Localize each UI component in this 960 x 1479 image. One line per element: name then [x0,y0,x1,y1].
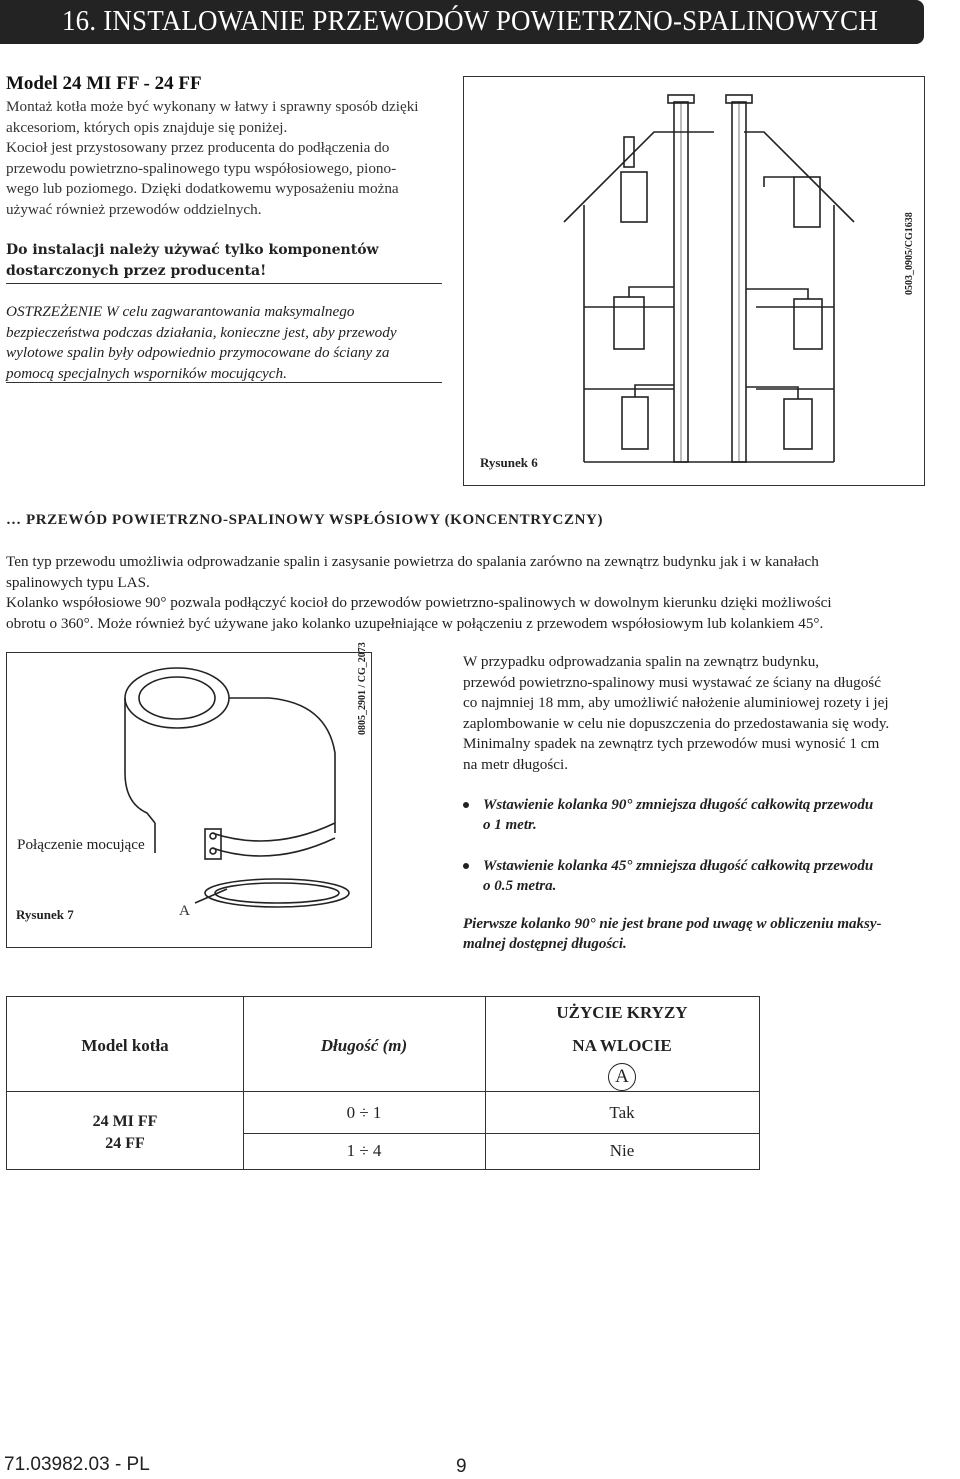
intro-line: przewodu powietrzno-spalinowego typu współosiowego, piono- [6,159,397,177]
bullet-dot [463,802,469,808]
a-symbol: A [608,1063,636,1091]
col-header-orifice-2: NA WLOCIE [572,1036,672,1055]
components-note [6,240,456,281]
intro-line: akcesoriom, których opis znajduje się poniżej. [6,118,288,136]
table-divider [243,1133,759,1134]
figure-7-code: 0805_2901 / CG_2073 [357,642,368,735]
intro-paragraph [6,97,456,220]
intro-line: Montaż kotła może być wykonany w łatwy i sprawny sposób dzięki [6,98,419,115]
model-heading: Model 24 MI FF - 24 FF [6,73,202,94]
boiler-bottom-right [784,399,812,449]
page-number: 9 [456,1456,467,1477]
intro-line: używać również przewodów oddzielnych. [6,200,262,218]
bullet-line: o 0.5 metra. [483,878,557,894]
document-code: 71.03982.03 - PL [4,1454,150,1475]
point-a-label: A [179,902,190,919]
coaxial-line: Kolanko współosiowe 90° pozwala podłączyć kocioł do przewodów powietrzno-spalinowych w dowolnym kierunku dzięki możliwości [6,594,832,611]
clamp-band [212,823,335,841]
outside-line: przewód powietrzno-spalinowy musi wystawać ze ściany na długość [463,673,881,691]
bullet-item [463,856,943,896]
connector-label: Połączenie mocujące [17,836,145,853]
figure-7-label: Rysunek 7 [16,907,74,922]
outside-line: na metr długości. [463,755,569,773]
length-cell: 0 ÷ 1 [346,1103,382,1122]
table-divider [7,1091,759,1092]
roof-left [564,132,714,222]
col-header-model: Model kotła [81,1036,169,1055]
col-header-orifice-symbol [485,1063,759,1091]
bullet-line: o 1 metr. [483,817,537,833]
bullet-dot [463,863,469,869]
warning-line: wylotowe spalin były odpowiednio przymocowane do ściany za [6,344,390,361]
bullet-line: Wstawienie kolanka 45° zmniejsza długość całkowitą przewodu [483,858,874,874]
house-flue-diagram [464,77,924,485]
section-banner [0,0,924,44]
note-paragraph [463,914,957,954]
divider [6,382,442,383]
model-name: 24 FF [105,1135,145,1152]
coaxial-paragraph [6,552,954,634]
note-line: Pierwsze kolanko 90° nie jest brane pod uwagę w obliczeniu maksy- [463,916,882,932]
boiler-top-left [621,172,647,222]
figure-6-frame [463,76,925,486]
outside-line: co najmniej 18 mm, aby umożliwić nałożenie aluminiowej rozety i jej [463,694,889,711]
orifice-table [6,996,760,1170]
coaxial-line: spalinowych typu LAS. [6,573,150,591]
figure-6-code: 0503_0905/CG1638 [904,212,915,295]
bullet-line: Wstawienie kolanka 90° zmniejsza długość całkowitą przewodu [483,797,874,813]
use-cell: Tak [609,1103,635,1122]
outside-line: Minimalny spadek na zewnątrz tych przewodów musi wynosić 1 cm [463,735,880,752]
note-line: malnej dostępnej długości. [463,936,627,952]
section-title: 16. INSTALOWANIE PRZEWODÓW POWIETRZNO-SPALINOWYCH [62,5,879,37]
boiler-bottom-left [622,397,648,449]
col-header-length: Długość (m) [320,1036,408,1055]
boiler-mid-left [614,297,644,349]
coaxial-line: obrotu o 360°. Może również być używane jako kolanko uzupełniające w połączeniu z przewodem współosiowym lub kolankiem 45°. [6,614,824,632]
note-line: dostarczonych przez producenta! [6,262,267,279]
col-header-orifice: UŻYCIE KRYZY [556,1003,688,1022]
outside-line: W przypadku odprowadzania spalin na zewnątrz budynku, [463,653,820,670]
note-line: Do instalacji należy używać tylko komponentów [6,242,379,258]
divider [6,283,442,284]
model-name: 24 MI FF [92,1113,158,1130]
coaxial-heading: … PRZEWÓD POWIETRZNO-SPALINOWY WSPŁÓSIOWY (KONCENTRYCZNY) [6,512,604,528]
length-cell: 1 ÷ 4 [346,1141,382,1160]
warning-line: pomocą specjalnych wsporników mocujących. [6,364,287,382]
warning-line: bezpieczeństwa podczas działania, konieczne jest, aby przewody [6,323,397,341]
outside-line: zaplombowanie w celu nie dopuszczenia do przedostawania się wody. [463,714,890,732]
intro-line: wego lub poziomego. Dzięki dodatkowemu wyposażeniu można [6,180,399,197]
figure-7-frame [6,642,372,948]
warning-paragraph [6,302,451,384]
outside-paragraph [463,652,957,775]
bullet-item [463,795,943,835]
warning-line: OSTRZEŻENIE W celu zagwarantowania maksymalnego [6,303,355,320]
intro-line: Kocioł jest przystosowany przez producenta do podłączenia do [6,139,390,156]
coaxial-line: Ten typ przewodu umożliwia odprowadzanie spalin i zasysanie powietrza do spalania zarówno na zewnątrz budynku jak i w kanałach [6,553,819,570]
use-cell: Nie [609,1141,635,1160]
model-cell [7,1111,243,1155]
figure-6-label: Rysunek 6 [480,455,538,470]
